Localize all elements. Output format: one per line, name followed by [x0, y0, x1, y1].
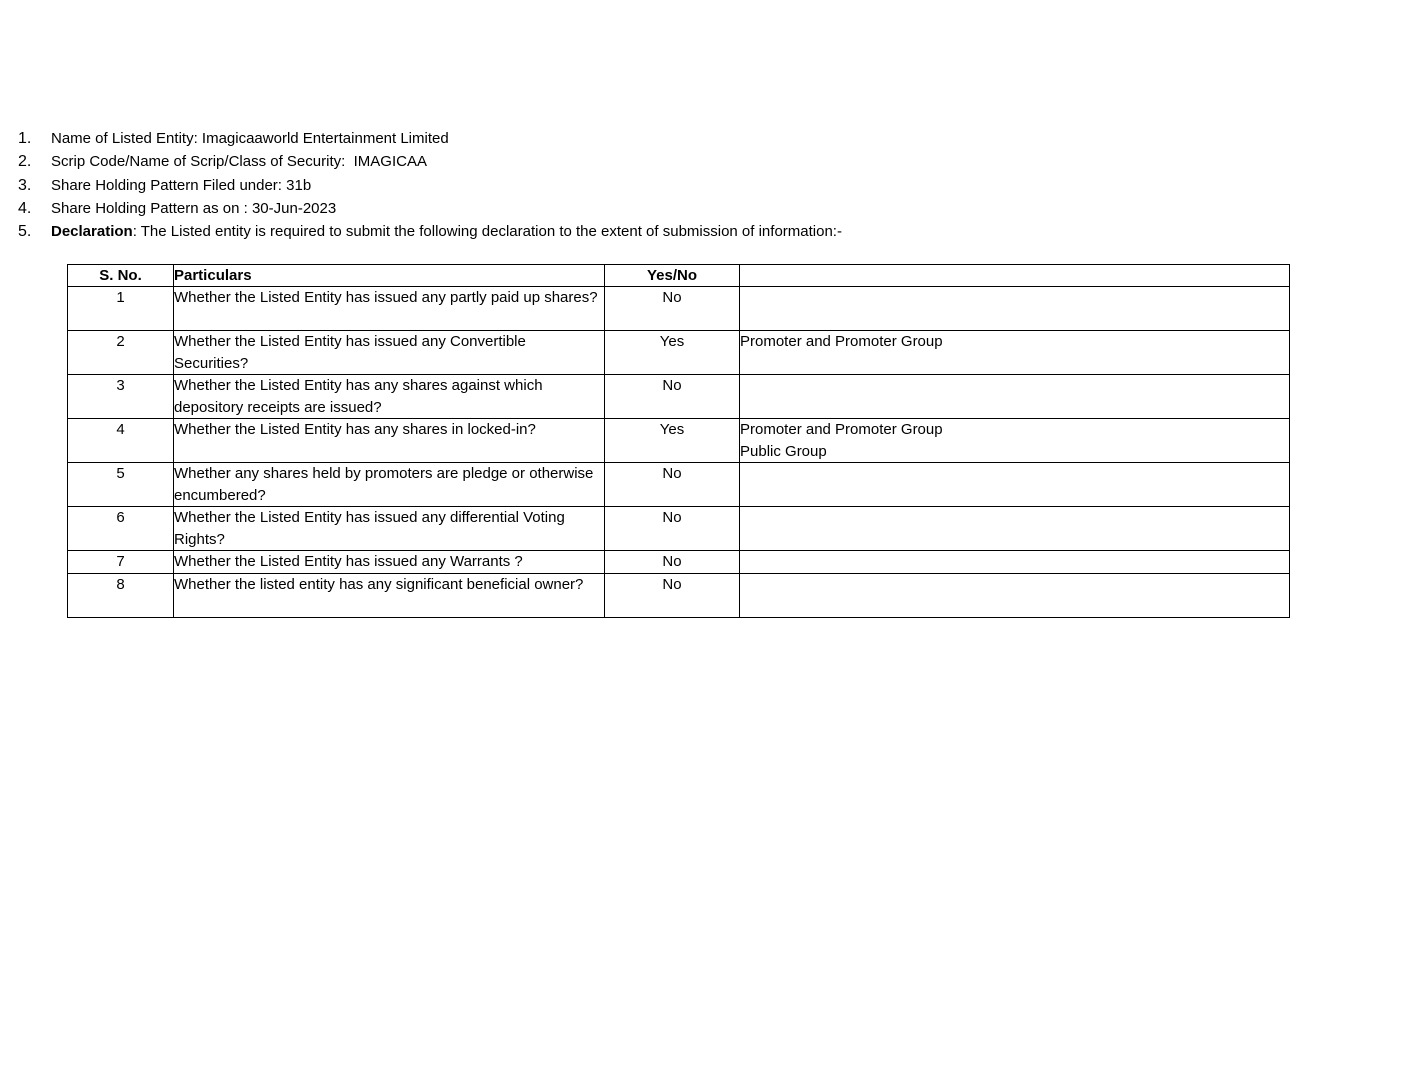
cell-yes-no: No — [605, 507, 740, 551]
cell-sno: 3 — [68, 375, 174, 419]
table-header-row — [68, 265, 1290, 287]
info-label: Share Holding Pattern Filed under: — [51, 176, 287, 194]
info-item-entity-name — [18, 127, 842, 150]
table-row — [68, 507, 1290, 551]
cell-particulars: Whether the Listed Entity has issued any differential Voting Rights? — [174, 507, 605, 551]
info-number: 4. — [18, 199, 32, 217]
info-item-declaration — [18, 220, 842, 243]
table-row — [68, 331, 1290, 375]
cell-sno: 2 — [68, 331, 174, 375]
table-row — [68, 419, 1290, 463]
header-extra — [740, 265, 1290, 287]
extra-line: Promoter and Promoter Group — [740, 421, 943, 438]
info-label: Name of Listed Entity: — [51, 130, 202, 147]
info-label: Scrip Code/Name of Scrip/Class of Security: — [51, 153, 354, 171]
cell-sno: 4 — [68, 419, 174, 463]
info-value: IMAGICAA — [353, 153, 427, 171]
cell-yes-no: Yes — [605, 331, 740, 375]
cell-extra — [740, 287, 1290, 331]
info-number: 2. — [18, 153, 32, 171]
header-yes-no: Yes/No — [605, 265, 740, 287]
cell-sno: 1 — [68, 287, 174, 331]
header-sno: S. No. — [68, 265, 174, 287]
declaration-table — [67, 264, 1290, 618]
cell-yes-no: No — [605, 573, 740, 617]
cell-extra — [740, 463, 1290, 507]
declaration-text: : The Listed entity is required to submit the following declaration to the extent of submission of information:- — [132, 223, 842, 241]
cell-sno: 6 — [68, 507, 174, 551]
info-value: 31b — [286, 176, 312, 194]
info-item-as-on-date — [18, 197, 842, 220]
cell-particulars: Whether the listed entity has any significant beneficial owner? — [174, 573, 605, 617]
extra-line: Promoter and Promoter Group — [740, 333, 943, 350]
info-number: 1. — [18, 130, 32, 147]
cell-sno: 5 — [68, 463, 174, 507]
table-row — [68, 463, 1290, 507]
info-value: Imagicaaworld Entertainment Limited — [201, 130, 449, 147]
table-row — [68, 375, 1290, 419]
cell-extra — [740, 551, 1290, 574]
table-row — [68, 551, 1290, 574]
cell-particulars: Whether the Listed Entity has any shares in locked-in? — [174, 419, 605, 463]
cell-extra — [740, 507, 1290, 551]
table-row — [68, 287, 1290, 331]
cell-extra — [740, 573, 1290, 617]
cell-particulars: Whether the Listed Entity has issued any Convertible Securities? — [174, 331, 605, 375]
cell-extra — [740, 331, 1290, 375]
info-item-filed-under — [18, 174, 842, 197]
cell-yes-no: No — [605, 463, 740, 507]
info-item-scrip-code — [18, 150, 842, 173]
cell-particulars: Whether the Listed Entity has issued any Warrants ? — [174, 551, 605, 574]
entity-info-list — [18, 127, 842, 243]
extra-line: Public Group — [740, 442, 827, 460]
info-number: 3. — [18, 176, 32, 194]
cell-particulars: Whether any shares held by promoters are pledge or otherwise encumbered? — [174, 463, 605, 507]
cell-yes-no: No — [605, 287, 740, 331]
table-row — [68, 573, 1290, 617]
info-value: 30-Jun-2023 — [251, 199, 337, 217]
cell-particulars: Whether the Listed Entity has issued any partly paid up shares? — [174, 287, 605, 331]
declaration-label: Declaration — [51, 223, 133, 241]
cell-sno: 8 — [68, 573, 174, 617]
cell-yes-no: No — [605, 375, 740, 419]
header-particulars: Particulars — [174, 265, 605, 287]
info-label: Share Holding Pattern as on : — [51, 199, 252, 217]
cell-yes-no: Yes — [605, 419, 740, 463]
cell-extra — [740, 419, 1290, 463]
cell-sno: 7 — [68, 551, 174, 574]
cell-extra — [740, 375, 1290, 419]
info-number: 5. — [18, 223, 32, 241]
cell-particulars: Whether the Listed Entity has any shares against which depository receipts are issued? — [174, 375, 605, 419]
cell-yes-no: No — [605, 551, 740, 574]
